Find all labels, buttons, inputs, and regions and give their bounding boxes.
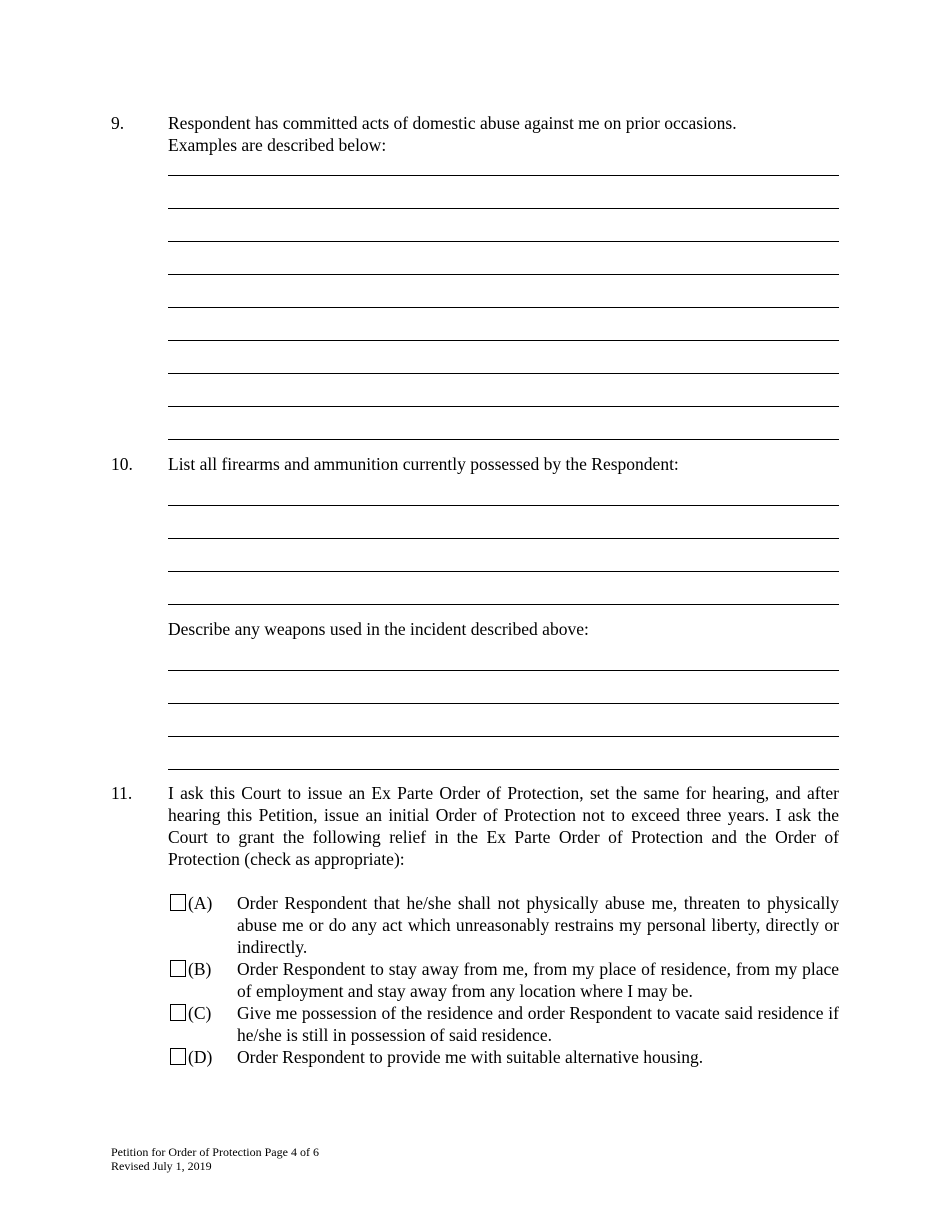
firearms-answer-line[interactable] bbox=[168, 505, 839, 506]
weapons-answer-line[interactable] bbox=[168, 703, 839, 704]
option-b-text: Order Respondent to stay away from me, from my place of residence, from my place of employment and stay away from any location where I may be. bbox=[237, 959, 839, 1001]
item-9-answer-line[interactable] bbox=[168, 274, 839, 275]
option-d-label: (D) bbox=[188, 1047, 213, 1067]
option-d-checkbox[interactable] bbox=[170, 1048, 186, 1065]
option-c-text: Give me possession of the residence and order Respondent to vacate said residence if he/she is still in possession of said residence. bbox=[237, 1003, 839, 1045]
footer-page-info: Petition for Order of Protection Page 4 of 6 bbox=[111, 1145, 319, 1159]
item-11-text: I ask this Court to issue an Ex Parte Order of Protection, set the same for hearing, and after hearing this Petition, issue an initial Order of Protection not to exceed three years. I ask the Court to grant the following relief in the Ex Parte Order of Protection and the Order of Protection (check as appropriate): bbox=[168, 783, 839, 869]
option-b-label: (B) bbox=[188, 959, 212, 979]
option-a-text: Order Respondent that he/she shall not physically abuse me, threaten to physically abuse me or do any act which unreasonably restrains my personal liberty, directly or indirectly. bbox=[237, 893, 839, 957]
item-9-number: 9. bbox=[111, 113, 125, 133]
item-9-answer-line[interactable] bbox=[168, 439, 839, 440]
option-b-checkbox[interactable] bbox=[170, 960, 186, 977]
item-9-text-line1: Respondent has committed acts of domestic abuse against me on prior occasions. bbox=[168, 113, 737, 133]
firearms-answer-line[interactable] bbox=[168, 571, 839, 572]
weapons-answer-line[interactable] bbox=[168, 670, 839, 671]
footer-revised-date: Revised July 1, 2019 bbox=[111, 1159, 212, 1173]
option-d-text: Order Respondent to provide me with suitable alternative housing. bbox=[237, 1047, 704, 1067]
item-9-answer-line[interactable] bbox=[168, 340, 839, 341]
firearms-answer-line[interactable] bbox=[168, 604, 839, 605]
item-9-answer-line[interactable] bbox=[168, 373, 839, 374]
firearms-answer-line[interactable] bbox=[168, 538, 839, 539]
item-9-answer-line[interactable] bbox=[168, 175, 839, 176]
item-9-answer-line[interactable] bbox=[168, 307, 839, 308]
item-9-answer-line[interactable] bbox=[168, 241, 839, 242]
item-10-number: 10. bbox=[111, 454, 133, 474]
option-a-checkbox[interactable] bbox=[170, 894, 186, 911]
item-10-text: List all firearms and ammunition currently possessed by the Respondent: bbox=[168, 454, 679, 474]
option-c-checkbox[interactable] bbox=[170, 1004, 186, 1021]
item-11-number: 11. bbox=[111, 783, 133, 803]
item-9-answer-line[interactable] bbox=[168, 406, 839, 407]
option-a-label: (A) bbox=[188, 893, 213, 913]
item-9-answer-line[interactable] bbox=[168, 208, 839, 209]
weapons-answer-line[interactable] bbox=[168, 736, 839, 737]
weapons-prompt: Describe any weapons used in the incident described above: bbox=[168, 619, 589, 639]
weapons-answer-line[interactable] bbox=[168, 769, 839, 770]
item-9-text-line2: Examples are described below: bbox=[168, 135, 387, 155]
option-c-label: (C) bbox=[188, 1003, 212, 1023]
